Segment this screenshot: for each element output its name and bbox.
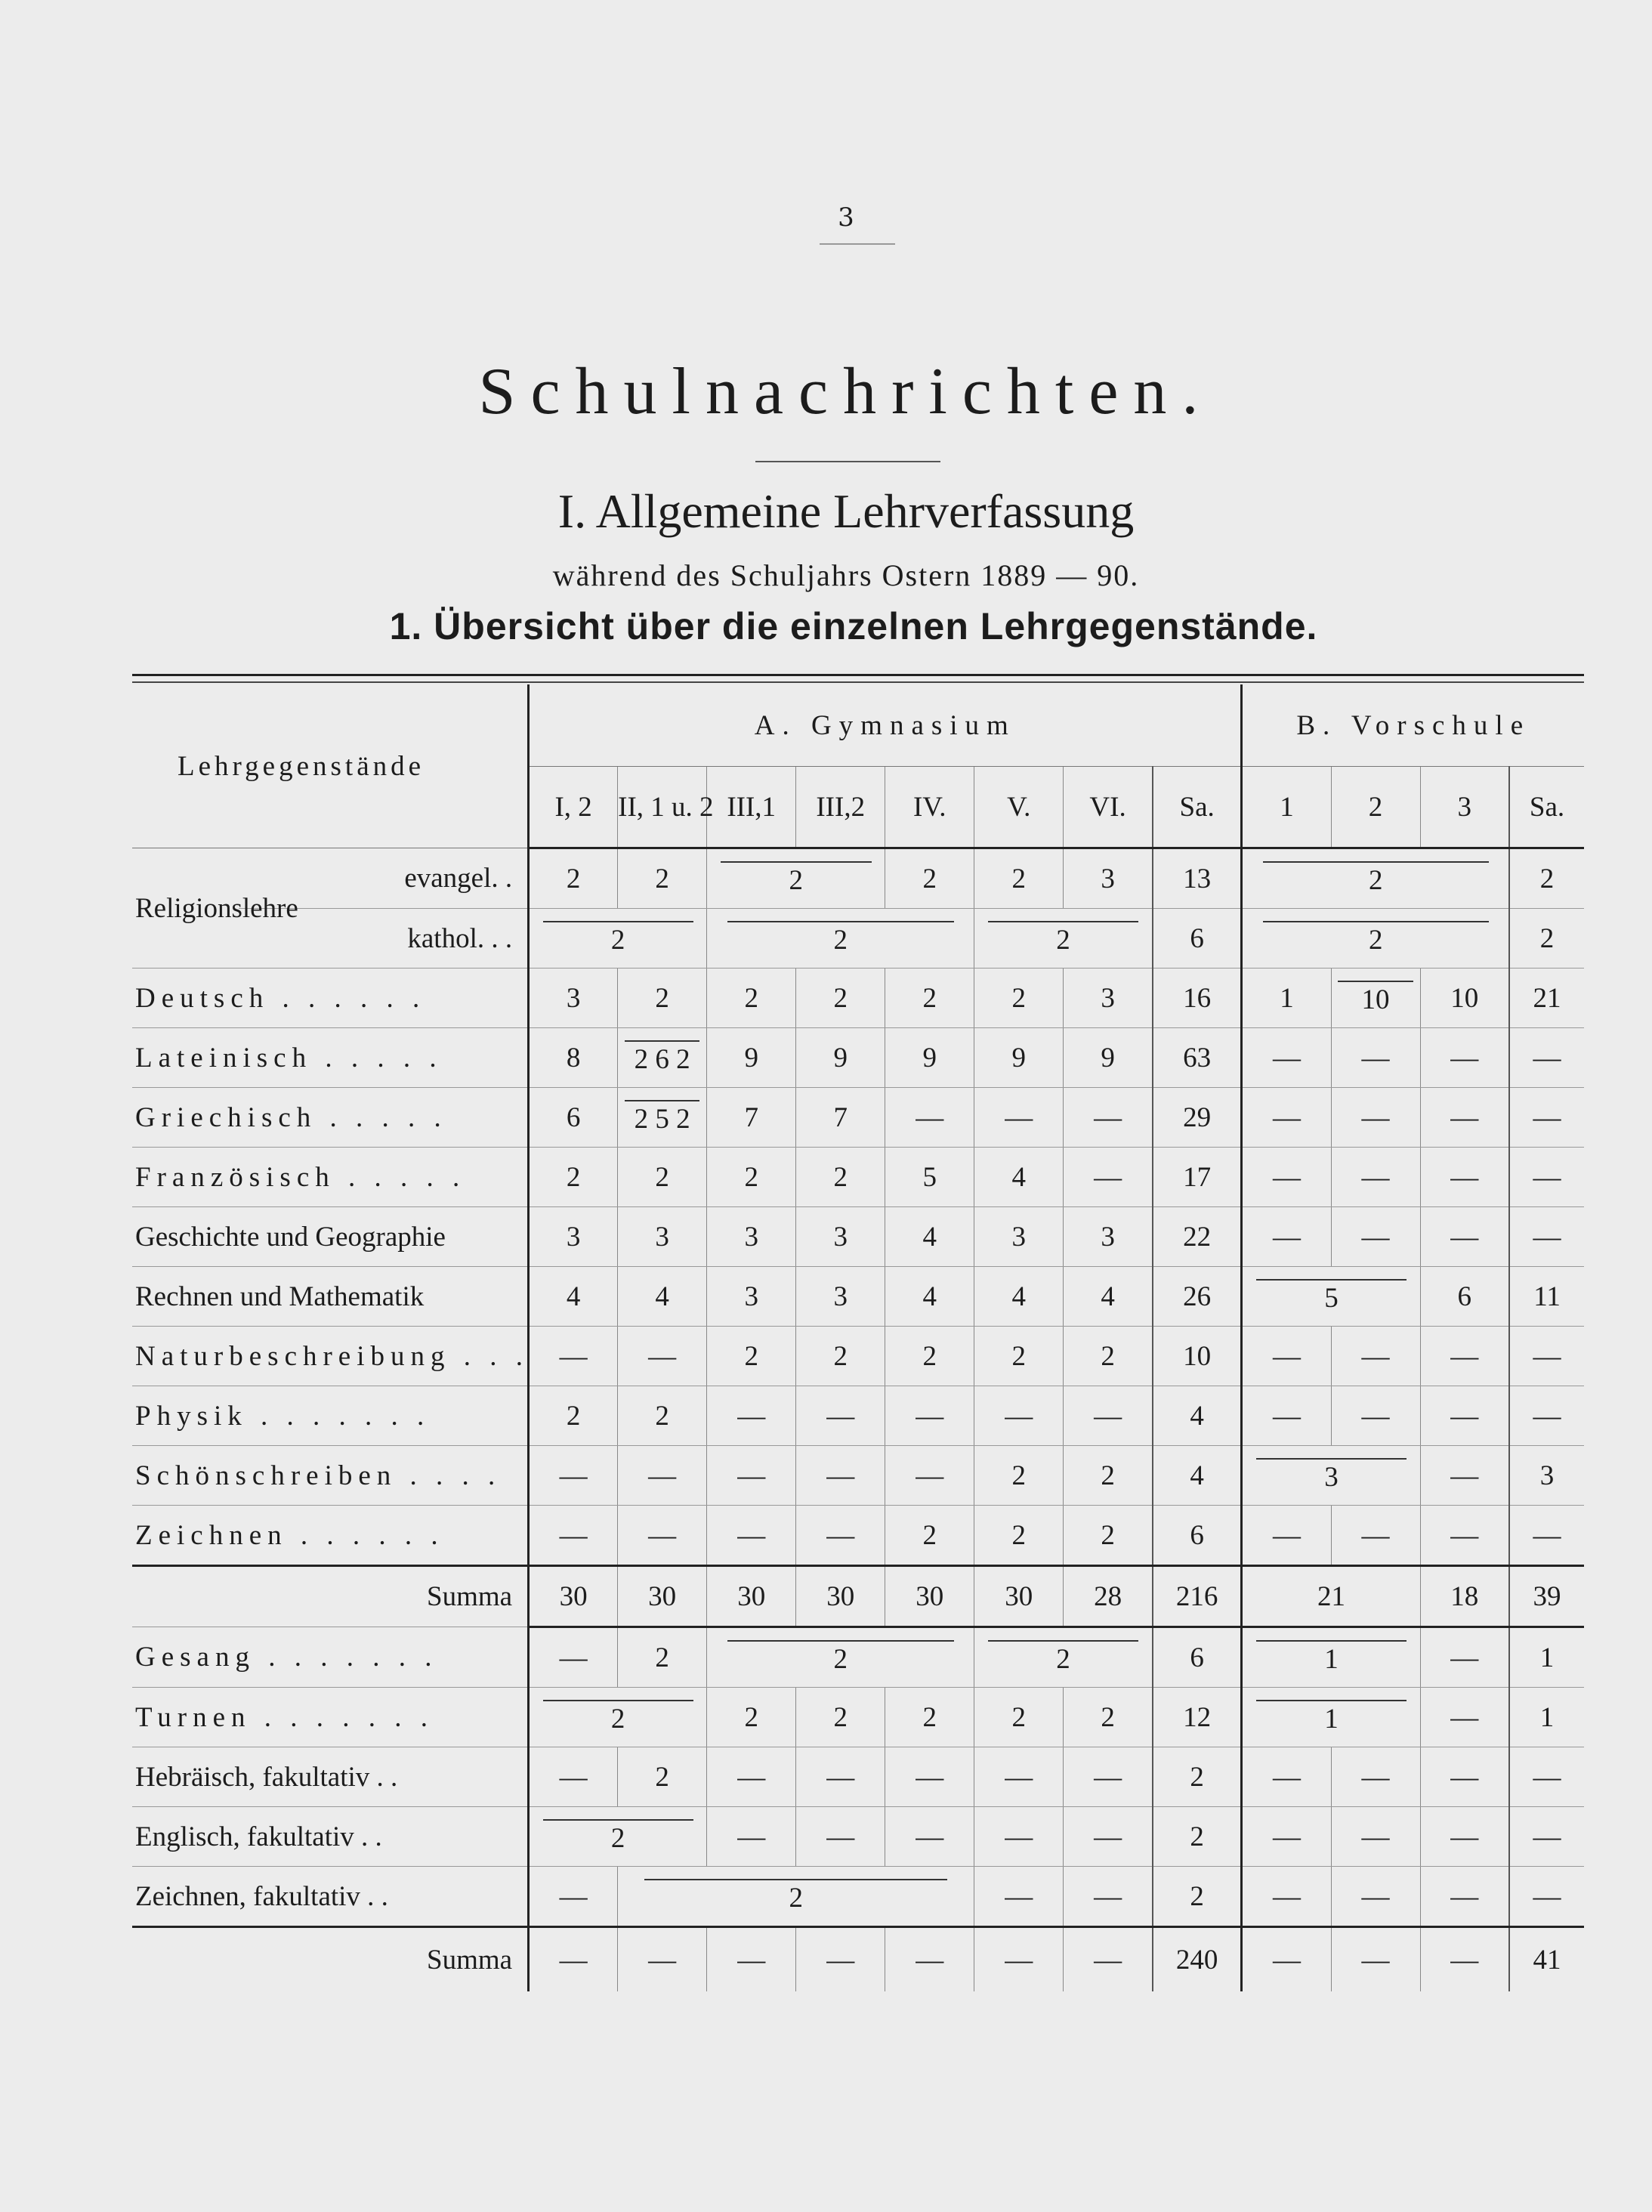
group-b-header: B. Vorschule <box>1242 684 1584 767</box>
cell: — <box>618 1927 707 1992</box>
cell: — <box>1064 1867 1153 1927</box>
row-label: Naturbeschreibung . . . <box>132 1327 529 1386</box>
table-row <box>132 1867 1584 1927</box>
cell: 9 <box>885 1028 974 1088</box>
cell: 2 <box>529 848 618 909</box>
cell: 4 <box>1153 1446 1242 1506</box>
table-row <box>132 1267 1584 1327</box>
row-sublabel: kathol. . . <box>239 909 528 969</box>
cell: 2 <box>885 1327 974 1386</box>
summa-row <box>132 1566 1584 1627</box>
cell: 4 <box>974 1148 1064 1207</box>
cell: — <box>529 1927 618 1992</box>
corner-label: Lehrgegenstände <box>132 684 529 848</box>
cell: 2 <box>1064 1506 1153 1566</box>
cell: 16 <box>1153 969 1242 1028</box>
cell: 2 <box>707 969 796 1028</box>
row-sublabel: evangel. . <box>239 848 528 909</box>
main-title: Schulnachrichten. <box>478 355 1214 428</box>
cell: 2 <box>974 969 1064 1028</box>
section-heading: 1. Übersicht über die einzelnen Lehrgegenstände. <box>389 605 1318 647</box>
cell: — <box>885 1807 974 1867</box>
cell: 2 <box>618 1148 707 1207</box>
cell: 2 <box>529 1386 618 1446</box>
cell: 1 <box>1242 1688 1420 1747</box>
cell: 2 <box>618 1867 974 1927</box>
summa-row <box>132 1927 1584 1992</box>
cell: — <box>529 1627 618 1688</box>
cell: 26 <box>1153 1267 1242 1327</box>
row-label: Gesang . . . . . . . <box>132 1627 529 1688</box>
cell: — <box>1420 1867 1509 1927</box>
cell: — <box>1509 1386 1584 1446</box>
cell: — <box>796 1807 885 1867</box>
summa-label: Summa <box>132 1927 529 1992</box>
cell: — <box>885 1927 974 1992</box>
cell: 41 <box>1509 1927 1584 1992</box>
cell: — <box>974 1927 1064 1992</box>
cell: 10 <box>1153 1327 1242 1386</box>
cell: — <box>796 1506 885 1566</box>
cell: 2 <box>618 1386 707 1446</box>
cell: — <box>1242 1207 1331 1267</box>
col-header: 3 <box>1420 767 1509 848</box>
cell: 240 <box>1153 1927 1242 1992</box>
cell: 3 <box>1509 1446 1584 1506</box>
cell: 2 6 2 <box>618 1028 707 1088</box>
col-header: 1 <box>1242 767 1331 848</box>
row-label: Schönschreiben . . . . <box>132 1446 529 1506</box>
row-label: Griechisch . . . . . <box>132 1088 529 1148</box>
cell: 7 <box>796 1088 885 1148</box>
table-row <box>132 1207 1584 1267</box>
row-label: Physik . . . . . . . <box>132 1386 529 1446</box>
row-label: Französisch . . . . . <box>132 1148 529 1207</box>
cell: 6 <box>1420 1267 1509 1327</box>
cell: 2 <box>796 1148 885 1207</box>
cell: — <box>707 1386 796 1446</box>
cell: — <box>1242 1327 1331 1386</box>
cell: — <box>1064 1807 1153 1867</box>
cell: — <box>796 1386 885 1446</box>
cell: 8 <box>529 1028 618 1088</box>
cell: — <box>1331 1088 1420 1148</box>
cell: — <box>1242 1148 1331 1207</box>
table-top-rule <box>132 674 1584 676</box>
table-row <box>132 1688 1584 1747</box>
cell: — <box>796 1446 885 1506</box>
cell: 13 <box>1153 848 1242 909</box>
cell: — <box>1509 1327 1584 1386</box>
cell: 4 <box>618 1267 707 1327</box>
cell: 3 <box>618 1207 707 1267</box>
cell: — <box>1242 1807 1331 1867</box>
table-row <box>132 1506 1584 1566</box>
cell: 30 <box>885 1566 974 1627</box>
col-header: IV. <box>885 767 974 848</box>
cell: 3 <box>796 1207 885 1267</box>
cell: 4 <box>1153 1386 1242 1446</box>
cell: — <box>1420 1446 1509 1506</box>
table-row <box>132 1747 1584 1807</box>
cell: 2 <box>707 1327 796 1386</box>
cell: 2 <box>618 848 707 909</box>
row-label: Hebräisch, fakultativ . . <box>132 1747 529 1807</box>
cell: — <box>885 1386 974 1446</box>
cell: — <box>1509 1207 1584 1267</box>
cell: — <box>1420 1627 1509 1688</box>
row-label: Geschichte und Geographie <box>132 1207 529 1267</box>
title-divider <box>755 461 940 462</box>
cell: — <box>1420 1386 1509 1446</box>
cell: — <box>974 1807 1064 1867</box>
cell: — <box>1242 1506 1331 1566</box>
table-row <box>132 909 1584 969</box>
cell: — <box>1331 1327 1420 1386</box>
cell: — <box>1420 1506 1509 1566</box>
cell: 2 <box>707 848 885 909</box>
cell: — <box>529 1446 618 1506</box>
cell: 4 <box>529 1267 618 1327</box>
cell: 3 <box>529 1207 618 1267</box>
cell: — <box>1420 1807 1509 1867</box>
cell: — <box>974 1747 1064 1807</box>
cell: 3 <box>1064 969 1153 1028</box>
cell: 1 <box>1242 1627 1420 1688</box>
col-header: VI. <box>1064 767 1153 848</box>
cell: 3 <box>796 1267 885 1327</box>
cell: — <box>1242 1088 1331 1148</box>
cell: 2 <box>1064 1688 1153 1747</box>
cell: — <box>1420 1327 1509 1386</box>
cell: 29 <box>1153 1088 1242 1148</box>
row-label: Deutsch . . . . . . <box>132 969 529 1028</box>
cell: 17 <box>1153 1148 1242 1207</box>
col-header: I, 2 <box>529 767 618 848</box>
cell: 30 <box>796 1566 885 1627</box>
cell: 2 <box>974 909 1153 969</box>
cell: 2 <box>1242 848 1509 909</box>
cell: — <box>796 1747 885 1807</box>
cell: — <box>1509 1506 1584 1566</box>
cell: — <box>529 1747 618 1807</box>
cell: 2 <box>974 848 1064 909</box>
cell: — <box>1242 1867 1331 1927</box>
cell: 4 <box>885 1207 974 1267</box>
table-row <box>132 848 1584 909</box>
cell: — <box>1064 1386 1153 1446</box>
cell: 12 <box>1153 1688 1242 1747</box>
cell: 2 <box>974 1627 1153 1688</box>
cell: 2 <box>1509 909 1584 969</box>
cell: 5 <box>885 1148 974 1207</box>
cell: 2 <box>1064 1446 1153 1506</box>
table-row <box>132 1327 1584 1386</box>
cell: — <box>1420 1747 1509 1807</box>
cell: — <box>1331 1148 1420 1207</box>
cell: — <box>618 1506 707 1566</box>
cell: 6 <box>1153 1506 1242 1566</box>
cell: 5 <box>1242 1267 1420 1327</box>
table-header-row-groups <box>132 684 1584 767</box>
cell: — <box>1420 1927 1509 1992</box>
table-row <box>132 1627 1584 1688</box>
cell: 6 <box>1153 1627 1242 1688</box>
cell: 2 <box>796 1327 885 1386</box>
cell: — <box>1509 1148 1584 1207</box>
cell: 22 <box>1153 1207 1242 1267</box>
table-row <box>132 1088 1584 1148</box>
cell: 1 <box>1509 1627 1584 1688</box>
cell: 21 <box>1509 969 1584 1028</box>
table-row <box>132 969 1584 1028</box>
group-a-header: A. Gymnasium <box>529 684 1242 767</box>
col-header: Sa. <box>1153 767 1242 848</box>
cell: 2 <box>1153 1867 1242 1927</box>
cell: — <box>1331 1386 1420 1446</box>
cell: — <box>1509 1807 1584 1867</box>
col-header: 2 <box>1331 767 1420 848</box>
cell: — <box>1331 1867 1420 1927</box>
curriculum-table <box>132 684 1584 1991</box>
cell: 2 <box>1509 848 1584 909</box>
row-label: Englisch, fakultativ . . <box>132 1807 529 1867</box>
col-header: III,1 <box>707 767 796 848</box>
cell: 4 <box>974 1267 1064 1327</box>
cell: 2 <box>618 1747 707 1807</box>
table-row <box>132 1386 1584 1446</box>
cell: — <box>618 1446 707 1506</box>
cell: 10 <box>1331 969 1420 1028</box>
cell: 30 <box>707 1566 796 1627</box>
cell: 30 <box>529 1566 618 1627</box>
cell: — <box>707 1506 796 1566</box>
cell: 18 <box>1420 1566 1509 1627</box>
cell: 2 <box>974 1327 1064 1386</box>
cell: 2 <box>796 1688 885 1747</box>
cell: — <box>796 1927 885 1992</box>
cell: 3 <box>1242 1446 1420 1506</box>
cell: — <box>707 1807 796 1867</box>
cell: 2 <box>974 1506 1064 1566</box>
cell: 2 <box>707 1148 796 1207</box>
cell: 2 5 2 <box>618 1088 707 1148</box>
cell: 2 <box>974 1446 1064 1506</box>
page-number: 3 <box>838 202 854 233</box>
col-header: II, 1 u. 2 <box>618 767 707 848</box>
cell: 1 <box>1242 969 1331 1028</box>
col-header: III,2 <box>796 767 885 848</box>
cell: 11 <box>1509 1267 1584 1327</box>
cell: — <box>1420 1148 1509 1207</box>
cell: 2 <box>1153 1747 1242 1807</box>
table-row <box>132 1807 1584 1867</box>
cell: — <box>1331 1207 1420 1267</box>
cell: — <box>1242 1747 1331 1807</box>
cell: 2 <box>885 1506 974 1566</box>
cell: 6 <box>1153 909 1242 969</box>
cell: 9 <box>707 1028 796 1088</box>
cell: 3 <box>974 1207 1064 1267</box>
cell: 2 <box>1242 909 1509 969</box>
cell: — <box>974 1088 1064 1148</box>
cell: 2 <box>529 1688 707 1747</box>
cell: — <box>1331 1747 1420 1807</box>
cell: 9 <box>1064 1028 1153 1088</box>
cell: 2 <box>707 1688 796 1747</box>
row-label: Rechnen und Mathematik <box>132 1267 529 1327</box>
cell: — <box>1509 1747 1584 1807</box>
cell: — <box>1064 1088 1153 1148</box>
cell: 2 <box>1153 1807 1242 1867</box>
cell: — <box>1420 1688 1509 1747</box>
cell: 2 <box>618 969 707 1028</box>
row-label: Turnen . . . . . . . <box>132 1688 529 1747</box>
cell: — <box>1420 1028 1509 1088</box>
cell: — <box>1509 1028 1584 1088</box>
cell: — <box>707 1747 796 1807</box>
cell: — <box>885 1088 974 1148</box>
cell: — <box>618 1327 707 1386</box>
cell: 2 <box>707 909 974 969</box>
cell: 9 <box>974 1028 1064 1088</box>
cell: 2 <box>707 1627 974 1688</box>
cell: 4 <box>885 1267 974 1327</box>
cell: — <box>1331 1506 1420 1566</box>
cell: — <box>1064 1148 1153 1207</box>
cell: 10 <box>1420 969 1509 1028</box>
cell: 7 <box>707 1088 796 1148</box>
cell: — <box>1509 1867 1584 1927</box>
cell: 2 <box>529 909 707 969</box>
cell: 2 <box>618 1627 707 1688</box>
cell: — <box>974 1386 1064 1446</box>
cell: — <box>707 1446 796 1506</box>
cell: 2 <box>1064 1327 1153 1386</box>
col-header: V. <box>974 767 1064 848</box>
cell: 28 <box>1064 1566 1153 1627</box>
cell: 2 <box>885 969 974 1028</box>
cell: 63 <box>1153 1028 1242 1088</box>
table-row <box>132 1446 1584 1506</box>
cell: 3 <box>707 1207 796 1267</box>
table-top-rule-thin <box>132 681 1584 683</box>
cell: 2 <box>796 969 885 1028</box>
cell: — <box>1331 1927 1420 1992</box>
row-label: Zeichnen, fakultativ . . <box>132 1867 529 1927</box>
cell: — <box>1331 1028 1420 1088</box>
cell: — <box>1064 1927 1153 1992</box>
page-number-ornament <box>820 243 895 245</box>
row-label: Zeichnen . . . . . . <box>132 1506 529 1566</box>
cell: 39 <box>1509 1566 1584 1627</box>
row-label: Lateinisch . . . . . <box>132 1028 529 1088</box>
cell: 3 <box>529 969 618 1028</box>
cell: 216 <box>1153 1566 1242 1627</box>
section-title: I. Allgemeine Lehrverfassung <box>557 484 1135 538</box>
section-subtitle: während des Schuljahrs Ostern 1889 — 90. <box>552 558 1140 592</box>
cell: — <box>1509 1088 1584 1148</box>
cell: — <box>974 1867 1064 1927</box>
cell: 2 <box>974 1688 1064 1747</box>
cell: — <box>529 1506 618 1566</box>
table-row <box>132 1148 1584 1207</box>
cell: 2 <box>885 848 974 909</box>
cell: — <box>707 1927 796 1992</box>
cell: — <box>1420 1088 1509 1148</box>
cell: — <box>1242 1386 1331 1446</box>
cell: 21 <box>1242 1566 1420 1627</box>
summa-label: Summa <box>132 1566 529 1627</box>
cell: 2 <box>885 1688 974 1747</box>
cell: 3 <box>1064 848 1153 909</box>
cell: 9 <box>796 1028 885 1088</box>
cell: 30 <box>974 1566 1064 1627</box>
cell: — <box>529 1327 618 1386</box>
cell: 2 <box>529 1807 707 1867</box>
col-header: Sa. <box>1509 767 1584 848</box>
cell: — <box>1242 1927 1331 1992</box>
cell: — <box>1242 1028 1331 1088</box>
row-label: Religionslehre <box>132 848 239 969</box>
cell: 1 <box>1509 1688 1584 1747</box>
cell: — <box>529 1867 618 1927</box>
cell: — <box>885 1747 974 1807</box>
cell: 3 <box>707 1267 796 1327</box>
cell: — <box>1420 1207 1509 1267</box>
cell: 2 <box>529 1148 618 1207</box>
cell: — <box>1064 1747 1153 1807</box>
cell: 30 <box>618 1566 707 1627</box>
cell: 6 <box>529 1088 618 1148</box>
table-row <box>132 1028 1584 1088</box>
cell: 3 <box>1064 1207 1153 1267</box>
cell: — <box>885 1446 974 1506</box>
cell: — <box>1331 1807 1420 1867</box>
cell: 4 <box>1064 1267 1153 1327</box>
